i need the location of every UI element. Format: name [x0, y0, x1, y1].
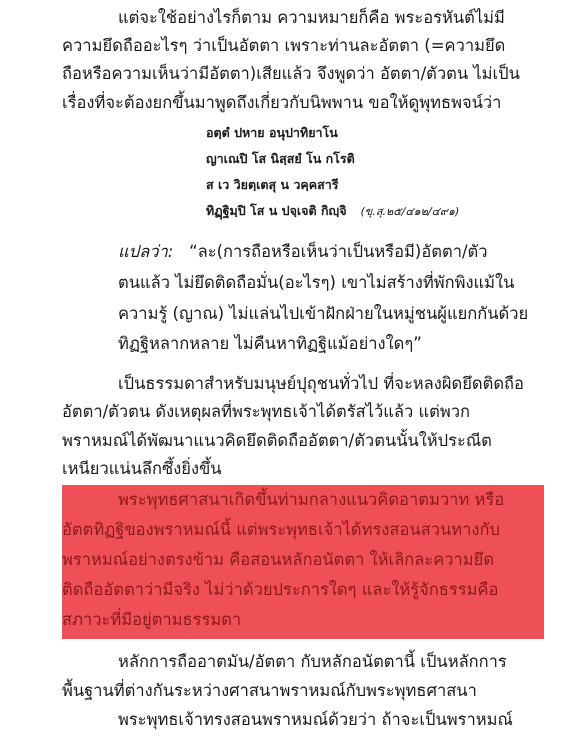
verse-line: อตฺตํ ปหาย อนุปาทิยาโน [206, 125, 338, 140]
text-line: สภาวะที่มีอยู่ตามธรรมดา [62, 610, 242, 629]
text-line: เรื่องที่จะต้องยกขึ้นมาพูดถึงเกี่ยวกับนิพพาน ขอให้ดูพุทธพจน์ว่า [62, 93, 502, 112]
text-line: อัตตา/ตัวตน ดังเหตุผลที่พระพุทธเจ้าได้ตรัสไว้แล้ว แต่พวก [62, 402, 471, 421]
text-line: อัตตทิฏฐิของพราหมณ์นี้ แต่พระพุทธเจ้าได้ทรงสอนสวนทางกับ [62, 520, 500, 539]
verse-line: ส เว วิยตฺเตสุ น วคฺคสารี [206, 177, 339, 192]
text-line: ตนแล้ว ไม่ยึดติดถือมั่น(อะไรๆ) เขาไม่สร้างที่พักพิงแม้ใน [118, 273, 515, 292]
verse-reference: (ขุ.สุ.๒๕/๔๑๒/๔๙๑) [360, 205, 460, 218]
text-line: พระพุทธศาสนาเกิดขึ้นท่ามกลางแนวคิดอาตมวาท หรือ [118, 490, 505, 509]
text-line: ความยึดถืออะไรๆ ว่าเป็นอัตตา เพราะท่านละอัตตา (=ความยึด [62, 36, 506, 55]
text-line: ความรู้ (ญาณ) ไม่แล่นไปเข้าฝักฝ่ายในหมู่ชนผู้แยกกันด้วย [118, 304, 529, 323]
text-line: ติดถืออัตตาว่ามีจริง ไม่ว่าด้วยประการใดๆ และให้รู้จักธรรมคือ [62, 580, 499, 599]
text-line: ถือหรือความเห็นว่ามีอัตตา)เสียแล้ว จึงพูดว่า อัตตา/ตัวตน ไม่เป็น [62, 64, 520, 83]
text-line: ทิฏฐิหลากหลาย ไม่คืนหาทิฏฐิแม้อย่างใดๆ” [118, 334, 422, 353]
text-line: พราหมณ์อย่างตรงข้าม คือสอนหลักอนัตตา ให้เลิกละความยึด [62, 550, 495, 569]
text-line: หลักการถืออาตมัน/อัตตา กับหลักอนัตตานี้ เป็นหลักการ [118, 652, 507, 671]
text-line: เป็นธรรมดาสำหรับมนุษย์ปุถุชนทั่วไป ที่จะหลงผิดยึดติดถือ [118, 374, 524, 393]
verse-line: ทิฏฺฐิมฺปิ โส น ปจฺเจติ กิญฺจิ (ขุ.สุ.๒๕/๔๑๒/๔๙๑) [206, 203, 460, 218]
text-line: พราหมณ์ได้พัฒนาแนวคิดยึดติดถืออัตตา/ตัวตนนั้นให้ประณีต [62, 431, 492, 450]
text-line: แต่จะใช้อย่างไรก็ตาม ความหมายก็คือ พระอรหันต์ไม่มี [118, 8, 505, 27]
translation-label: แปลว่า: [118, 242, 174, 261]
text-line: แปลว่า: “ละ(การถือหรือเห็นว่าเป็นหรือมี)อัตตา/ตัว [118, 242, 488, 261]
text-line: พื้นฐานที่ต่างกันระหว่างศาสนาพราหมณ์กับพระพุทธศาสนา [62, 681, 477, 700]
text-line: พระพุทธเจ้าทรงสอนพราหมณ์ด้วยว่า ถ้าจะเป็นพราหมณ์ [118, 710, 513, 729]
text-line: เหนียวแน่นลึกซึ้งยิ่งขึ้น [62, 459, 222, 478]
verse-line: ญาเณปิ โส นิสฺสยํ โน กโรติ [206, 151, 355, 166]
